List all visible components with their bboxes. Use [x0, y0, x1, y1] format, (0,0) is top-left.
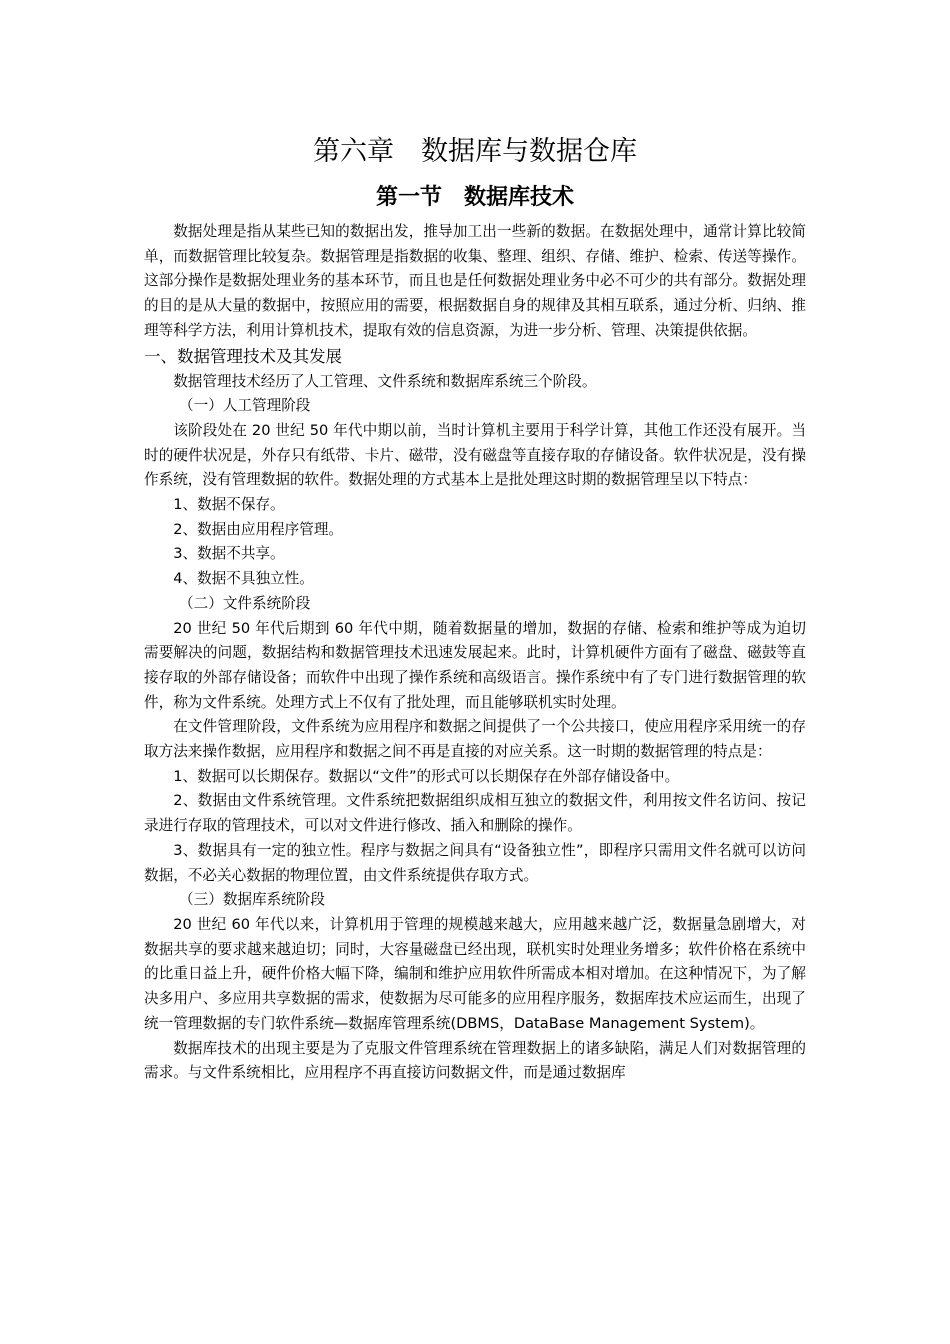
document-page	[144, 130, 806, 1086]
stage2-heading: （二）文件系统阶段	[179, 594, 311, 612]
stage2-point: 2、数据由文件系统管理。文件系统把数据组织成相互独立的数据文件，利用按文件名访问、按记录进行存取的管理技术，可以对文件进行修改、插入和删除的操作。	[144, 792, 806, 835]
stage1-point: 1、数据不保存。	[173, 496, 285, 514]
part1-heading: 一、数据管理技术及其发展	[144, 346, 342, 366]
stage2-text2: 在文件管理阶段，文件系统为应用程序和数据之间提供了一个公共接口，使应用程序采用统一的存取方法来操作数据，应用程序和数据之间不再是直接的对应关系。这一时期的数据管理的特点是：	[144, 718, 806, 761]
stage1-point: 2、数据由应用程序管理。	[173, 520, 344, 538]
stage2-point: 3、数据具有一定的独立性。程序与数据之间具有“设备独立性”，即程序只需用文件名就可以访问数据，不必关心数据的物理位置，由文件系统提供存取方式。	[144, 841, 806, 884]
stage1-text: 该阶段处在 20 世纪 50 年代中期以前，当时计算机主要用于科学计算，其他工作还没有展开。当时的硬件状况是，外存只有纸带、卡片、磁带，没有磁盘等直接存取的存储设备。软件状况是，没有操作系统，没有管理数据的软件。数据处理的方式基本上是批处理这时期的数据管理呈以下特点：	[144, 421, 806, 489]
stage1-point: 3、数据不共享。	[173, 545, 285, 563]
stage1-heading: （一）人工管理阶段	[179, 397, 311, 415]
stage2-text1: 20 世纪 50 年代后期到 60 年代中期，随着数据量的增加，数据的存储、检索和维护等成为迫切需要解决的问题，数据结构和数据管理技术迅速发展起来。此时，计算机硬件方面有了磁盘、磁鼓等直接存取的外部存储设备；而软件中出现了操作系统和高级语言。操作系统中有了专门进行数据管理的软件，称为文件系统。处理方式上不仅有了批处理，而且能够联机实时处理。	[144, 619, 806, 711]
chapter-title: 第六章 数据库与数据仓库	[313, 136, 637, 167]
stage3-text1: 20 世纪 60 年代以来，计算机用于管理的规模越来越大，应用越来越广泛，数据量急剧增大，对数据共享的要求越来越迫切；同时，大容量磁盘已经出现，联机实时处理业务增多；软件价格在系统中的比重日益上升，硬件价格大幅下降，编制和维护应用软件所需成本相对增加。在这种情况下，为了解决多用户、多应用共享数据的需求，使数据为尽可能多的应用程序服务，数据库技术应运而生，出现了统一管理数据的专门软件系统—数据库管理系统(DBMS，DataBase Management System)。	[144, 915, 806, 1032]
section-title: 第一节 数据库技术	[375, 185, 574, 210]
stage1-point: 4、数据不具独立性。	[173, 570, 314, 588]
stage3-text2: 数据库技术的出现主要是为了克服文件管理系统在管理数据上的诸多缺陷，满足人们对数据管理的需求。与文件系统相比，应用程序不再直接访问数据文件，而是通过数据库	[144, 1039, 806, 1082]
part1-lead: 数据管理技术经历了人工管理、文件系统和数据库系统三个阶段。	[173, 372, 597, 390]
intro-paragraph: 数据处理是指从某些已知的数据出发，推导加工出一些新的数据。在数据处理中，通常计算比较简单，而数据管理比较复杂。数据管理是指数据的收集、整理、组织、存储、维护、检索、传送等操作。这部分操作是数据处理业务的基本环节，而且也是任何数据处理业务中必不可少的共有部分。数据处理的目的是从大量的数据中，按照应用的需要，根据数据自身的规律及其相互联系，通过分析、归纳、推理等科学方法，利用计算机技术，提取有效的信息资源，为进一步分析、管理、决策提供依据。	[144, 223, 806, 339]
stage3-heading: （三）数据库系统阶段	[179, 891, 325, 909]
stage2-point: 1、数据可以长期保存。数据以“文件”的形式可以长期保存在外部存储设备中。	[173, 767, 680, 785]
